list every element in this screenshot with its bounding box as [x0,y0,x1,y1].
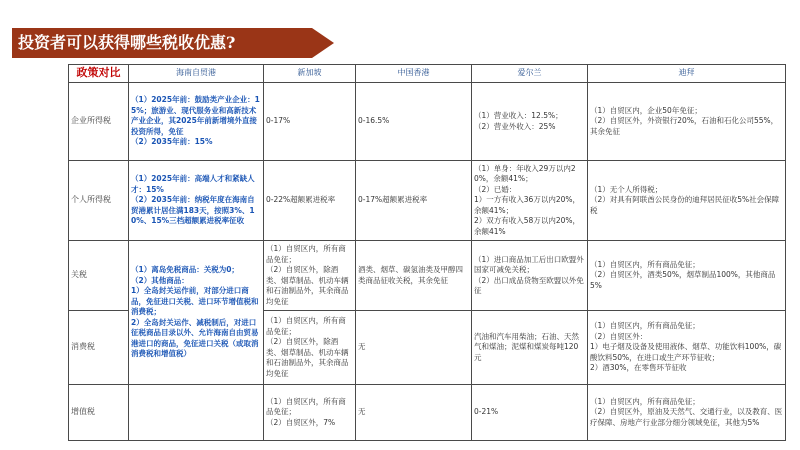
cell-singapore [264,241,356,311]
cell-line: （2）自贸区外，除酒类、烟草制品、机动车辆和石油制品外，其余商品均免征 [266,337,349,378]
cell-line: （2）其他商品： [131,275,189,285]
cell-dubai [588,241,786,311]
cell-line: 0-17%超额累进税率 [358,195,428,205]
section-title: 投资者可以获得哪些税收优惠? [18,33,236,52]
cell-line: （1）营业收入：12.5%； [474,111,563,120]
cell-line: （1）自贸区内，企业50年免征； [590,105,702,115]
row-header: 增值税 [69,385,129,441]
cell-line: （2）对具有阿联酋公民身份的迪拜居民征收5%社会保障税 [590,195,780,215]
cell-ireland [472,161,588,241]
cell-singapore [264,161,356,241]
column-header-dubai: 迪拜 [588,65,786,83]
cell-hainan-merged [129,241,264,385]
cell-line: 0-22%超额累进税率 [266,195,336,205]
cell-line: （1）离岛免税商品：关税为0； [131,265,239,275]
cell-hongkong [356,161,472,241]
cell-singapore [264,385,356,441]
cell-line: 1）一方有收入36万以内20%，余额41%； [474,195,580,215]
cell-line: （1）无个人所得税； [590,184,663,194]
cell-dubai [588,311,786,385]
cell-line: 0-17% [266,116,291,126]
cell-dubai [588,161,786,241]
table-row [69,161,786,241]
section-title-banner [12,28,312,58]
cell-line: 2）酒30%，在零售环节征收 [590,363,687,373]
table-row [69,83,786,161]
cell-ireland [472,241,588,311]
cell-line: 酒类、烟草、碳氢油类及甲醇四类商品征收关税，其余免征 [358,265,463,285]
cell-line: （2）出口成品货物至欧盟以外免征 [474,275,584,295]
column-header-singapore: 新加坡 [264,65,356,83]
cell-line: 1）全岛封关运作前，对部分进口商品，免征进口关税、进口环节增值税和消费税； [131,286,259,317]
cell-line: （1）自贸区内，所有商品免征； [590,321,700,331]
row-header: 个人所得税 [69,161,129,241]
column-header-hainan: 海南自贸港 [129,65,264,83]
row-header: 企业所得税 [69,83,129,161]
column-header-hongkong: 中国香港 [356,65,472,83]
cell-line: （1）进口商品加工后出口欧盟外国家可减免关税； [474,254,584,274]
cell-line: 2）双方有收入58万以内20%，余额41% [474,216,580,236]
cell-line: （1）自贸区内，所有商品免征； [590,259,700,269]
cell-hainan [129,83,264,161]
cell-hongkong [356,311,472,385]
cell-line: （2）自贸区外： [590,331,648,341]
cell-singapore [264,311,356,385]
cell-line: 无 [358,407,366,417]
cell-line: （2）2035年前：15% [131,137,213,147]
cell-line: （2）已婚： [474,184,517,194]
cell-line: 汽油和汽车用柴油；石油、天然气和煤油；泥煤和煤炭每吨120元 [474,331,579,362]
cell-line: （2）营业外收入：25% [474,121,556,131]
cell-hainan [129,385,264,441]
cell-line: （2）自贸区外，除酒类、烟草制品、机动车辆和石油制品外，其余商品均免征 [266,265,349,306]
cell-line: 1）电子烟及设备及使用液体、烟草、功能饮料100%，碳酸饮料50%，在进口或生产环节征收； [590,342,782,362]
cell-line: 无 [358,342,366,352]
cell-ireland [472,83,588,161]
cell-line: （2）自贸区外，原油及天然气、交通行业，以及教育、医疗保障、房地产行业部分细分领域免征，其他为5% [590,407,783,427]
cell-hainan [129,161,264,241]
cell-line: （2）自贸区外，酒类50%，烟草制品100%，其他商品5% [590,270,776,290]
cell-line: 2）全岛封关运作、减税制后，对进口征税商品目录以外、允许海南自由贸易港进口的商品，免征进口关税（或取消消费税和增值税） [131,317,259,359]
cell-line: （2）自贸区外，外资银行20%，石油和石化公司55%，其余免征 [590,116,779,136]
cell-hongkong [356,83,472,161]
table-header-row [69,65,786,83]
banner-arrow-shape [312,28,334,58]
cell-dubai [588,83,786,161]
cell-line: （1）单身：年收入29万以内20%，余额41%； [474,163,576,184]
cell-hongkong [356,385,472,441]
cell-dubai [588,385,786,441]
table-row [69,241,786,311]
row-header: 消费税 [69,311,129,385]
cell-ireland [472,385,588,441]
cell-line: （1）自贸区内，所有商品免征； [266,244,346,264]
cell-line: （2）自贸区外，7% [266,417,336,427]
cell-line: （1）自贸区内，所有商品免征； [266,316,346,336]
corner-header: 政策对比 [69,65,129,83]
cell-line: （1）2025年前：鼓励类产业企业：15%；旅游业、现代服务业和高新技术产业企业，其2025年前新增境外直接投资所得，免征 [131,95,260,136]
cell-line: 0-21% [474,407,499,417]
row-header: 关税 [69,241,129,311]
cell-line: 0-16.5% [358,116,390,126]
cell-hongkong [356,241,472,311]
cell-singapore [264,83,356,161]
column-header-ireland: 爱尔兰 [472,65,588,83]
table-row [69,385,786,441]
cell-line: （1）2025年前：高端人才和紧缺人才：15% [131,174,255,194]
cell-line: （2）2035年前：纳税年度在海南自贸港累计居住满183天，按照3%、10%、15%三档超额累进税率征收 [131,195,255,226]
cell-line: （1）自贸区内，所有商品免征； [266,396,346,417]
cell-line: （1）自贸区内，所有商品免征； [590,396,700,406]
cell-ireland [472,311,588,385]
tax-comparison-table [68,64,786,441]
